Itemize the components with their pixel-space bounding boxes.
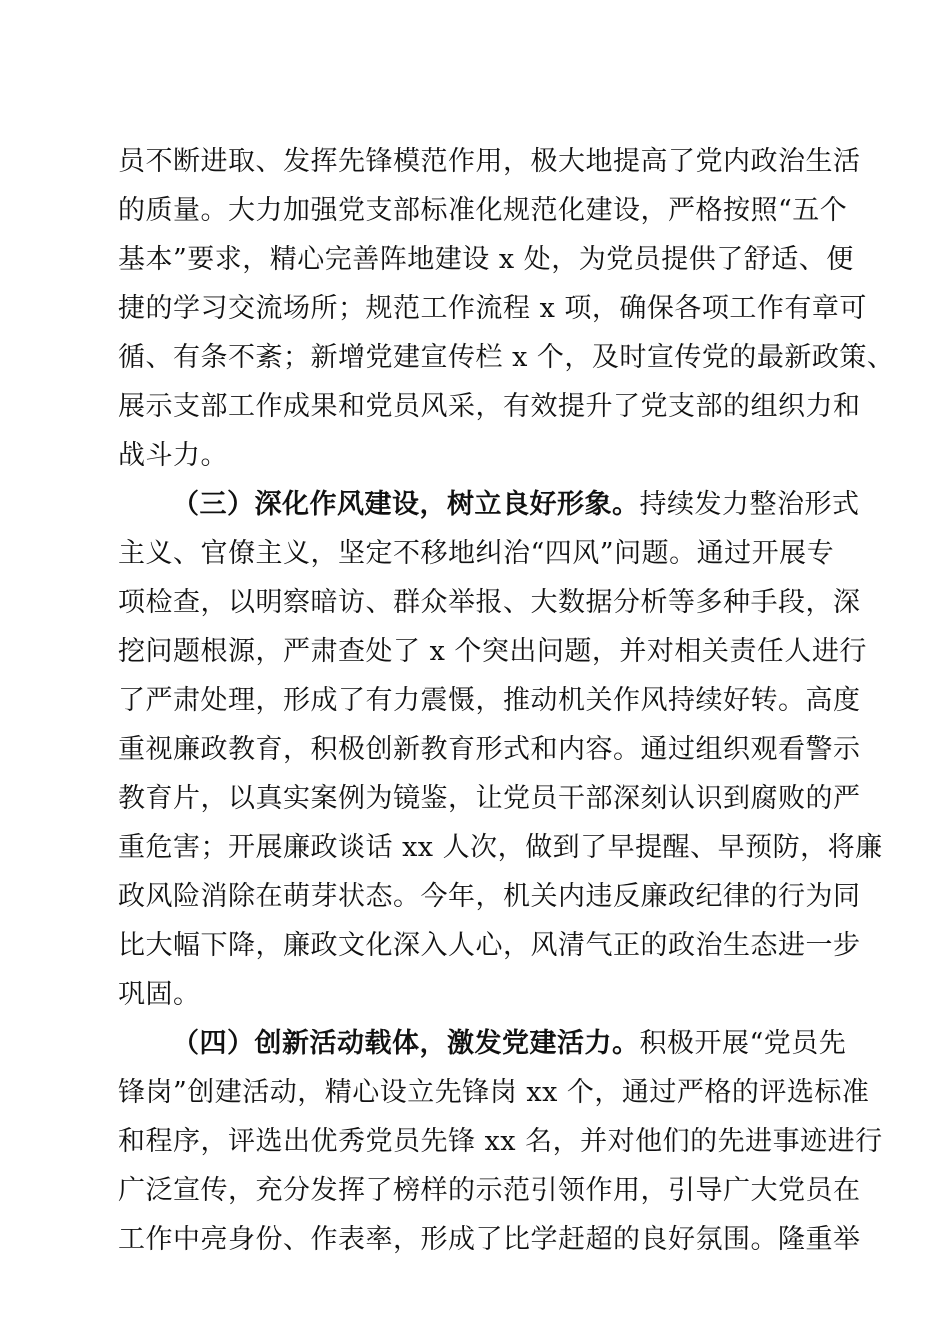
section-3-heading: （三）深化作风建设，树立良好形象。: [172, 489, 640, 520]
text-line: 重视廉政教育，积极创新教育形式和内容。通过组织观看警示: [118, 734, 861, 765]
text-line: 比大幅下降，廉政文化深入人心，风清气正的政治生态进一步: [118, 930, 861, 961]
text-line: 捷的学习交流场所；规范工作流程 x 项，确保各项工作有章可: [118, 293, 867, 324]
section-3-first-line-text: 持续发力整治形式: [639, 489, 860, 520]
text-line: 政风险消除在萌芽状态。今年，机关内违反廉政纪律的行为同: [118, 881, 861, 912]
section-4-heading: （四）创新活动载体，激发党建活力。: [172, 1028, 640, 1059]
text-line: 战斗力。: [118, 440, 228, 471]
text-line: 挖问题根源，严肃查处了 x 个突出问题，并对相关责任人进行: [118, 636, 867, 667]
text-line: 主义、官僚主义，坚定不移地纠治“四风”问题。通过开展专: [118, 538, 835, 569]
text-line: 的质量。大力加强党支部标准化规范化建设，严格按照“五个: [118, 195, 848, 226]
section-4-first-line: [172, 1020, 847, 1068]
text-line: 基本”要求，精心完善阵地建设 x 处，为党员提供了舒适、便: [118, 244, 854, 275]
text-line: 和程序，评选出优秀党员先锋 xx 名，并对他们的先进事迹进行: [118, 1126, 883, 1157]
text-line: 锋岗”创建活动，精心设立先锋岗 xx 个，通过严格的评选标准: [118, 1077, 870, 1108]
text-line: 工作中亮身份、作表率，形成了比学赶超的良好氛围。隆重举: [118, 1224, 861, 1255]
text-line: 教育片，以真实案例为镜鉴，让党员干部深刻认识到腐败的严: [118, 783, 861, 814]
text-line: 巩固。: [118, 979, 201, 1010]
text-line: 重危害；开展廉政谈话 xx 人次，做到了早提醒、早预防，将廉: [118, 832, 883, 863]
text-line: 广泛宣传，充分发挥了榜样的示范引领作用，引导广大党员在: [118, 1175, 861, 1206]
text-line: 展示支部工作成果和党员风采，有效提升了党支部的组织力和: [118, 391, 861, 422]
text-line: 员不断进取、发挥先锋模范作用，极大地提高了党内政治生活: [118, 146, 861, 177]
text-line: 了严肃处理，形成了有力震慑，推动机关作风持续好转。高度: [118, 685, 861, 716]
section-4-first-line-text: 积极开展“党员先: [639, 1028, 847, 1059]
text-line: 循、有条不紊；新增党建宣传栏 x 个，及时宣传党的最新政策、: [118, 342, 895, 373]
text-line: 项检查，以明察暗访、群众举报、大数据分析等多种手段，深: [118, 587, 861, 618]
section-3-first-line: [172, 481, 860, 529]
